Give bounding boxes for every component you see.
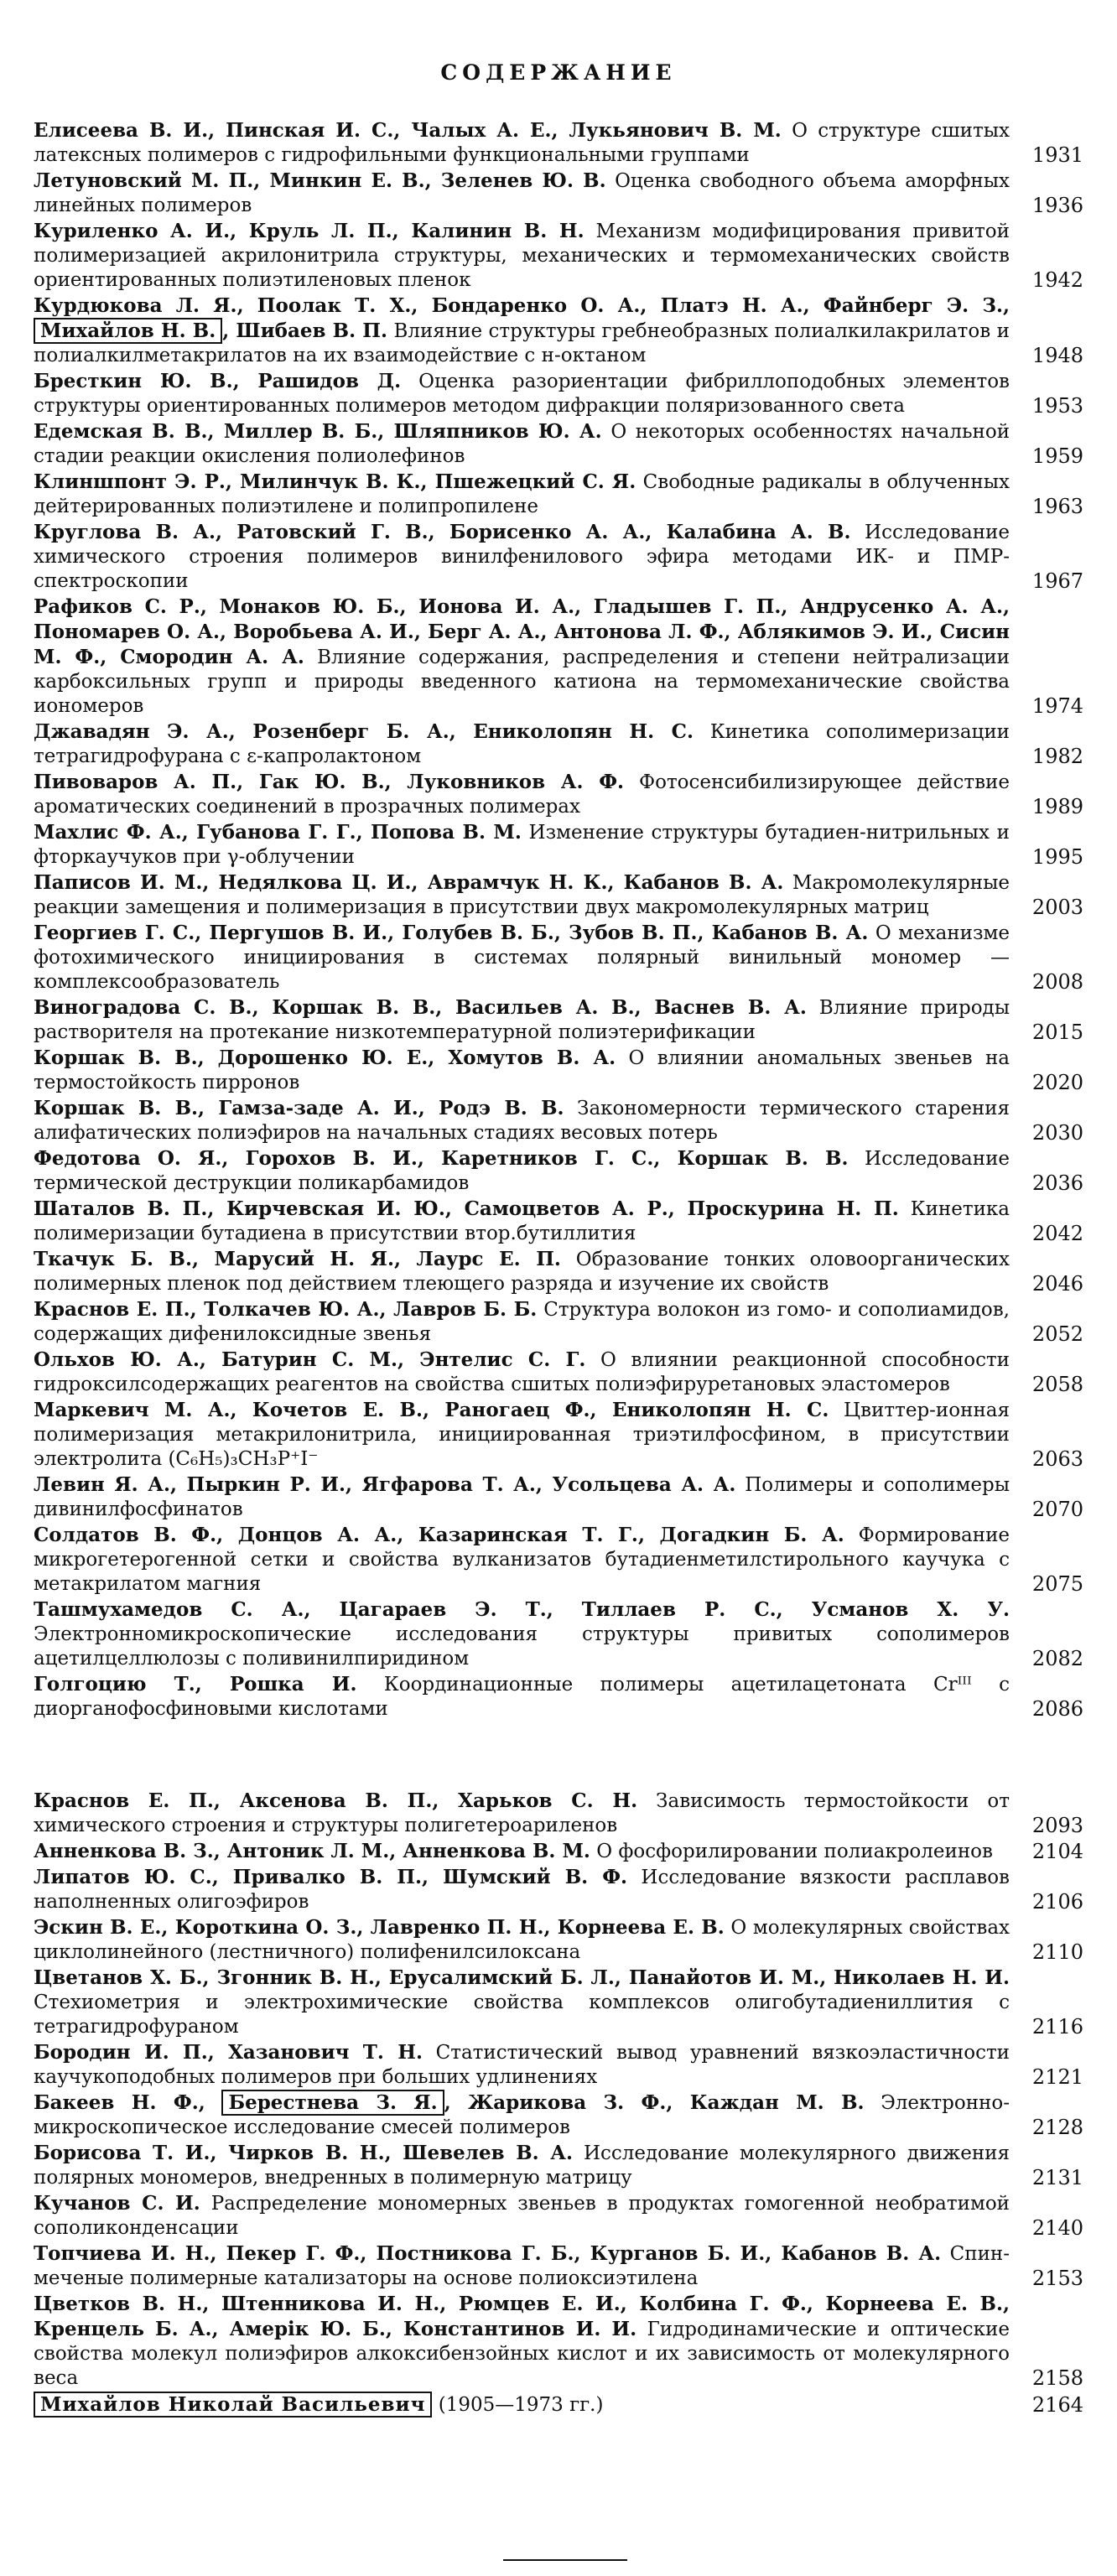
entry-authors: Пивоваров А. П., Гак Ю. В., Луковников А. Ф. [34, 771, 625, 793]
entry-authors: Кучанов С. И. [34, 2192, 200, 2215]
entry-page-number: 1936 [1031, 194, 1083, 217]
entry-title: О структуре сшитых латексных полимеров с гидрофильными функциональными группами [34, 120, 1010, 166]
entry-authors: Федотова О. Я., Горохов В. И., Каретников Г. С., Коршак В. В. [34, 1147, 849, 1170]
entry-authors: Курдюкова Л. Я., Поолак Т. Х., Бондаренко О. А., Платэ Н. А., Файнберг Э. З., [34, 294, 1010, 317]
entry-page-number: 2046 [1031, 1272, 1083, 1296]
entry-title: Зависимость термостойкости от химического строения и структуры полигетероариленов [34, 1790, 1010, 1836]
entry-title: Оценка разориентации фибриллоподобных элементов структуры ориентированных полимеров методом дифракции поляризованного света [34, 371, 1010, 417]
toc-entry [34, 1915, 1083, 1965]
toc-entry [34, 995, 1083, 1045]
entry-authors: Махлис Ф. А., Губанова Г. Г., Попова В. М. [34, 821, 522, 844]
entry-page-number: 2106 [1031, 1890, 1083, 1914]
entry-authors: Краснов Е. П., Аксенова В. П., Харьков С. Н. [34, 1789, 638, 1812]
entry-page-number: 2128 [1031, 2116, 1083, 2139]
entry-authors: Елисеева В. И., Пинская И. С., Чалых А. Е., Лукьянович В. М. [34, 119, 782, 142]
toc-entry [34, 219, 1083, 293]
toc-entry [34, 1398, 1083, 1472]
entry-title: Свободные радикалы в облученных дейтерированных полиэтилене и полипропилене [34, 471, 1010, 517]
obituary-years: (1905—1973 гг.) [438, 2394, 604, 2416]
entry-page-number: 2003 [1031, 896, 1083, 919]
entry-title: Исследование термической деструкции поликарбамидов [34, 1148, 1010, 1194]
entry-authors: Левин Я. А., Пыркин Р. И., Ягфарова Т. А., Усольцева А. А. [34, 1473, 736, 1496]
entry-authors: Круглова В. А., Ратовский Г. В., Борисенко А. А., Калабина А. В. [34, 521, 851, 543]
entry-authors: Краснов Е. П., Толкачев Ю. А., Лавров Б. Б. [34, 1298, 538, 1321]
entry-page-number: 2158 [1031, 2366, 1083, 2390]
toc-entry [34, 719, 1083, 769]
entry-page-number: 2036 [1031, 1171, 1083, 1195]
entry-title: Координационные полимеры ацетилацетоната Crᴵᴵᴵ с диорганофосфиновыми кислотами [34, 1674, 1010, 1720]
entry-page-number: 2110 [1031, 1940, 1083, 1964]
contents-list-secondary [34, 1789, 1083, 2391]
entry-title: Распределение мономерных звеньев в продуктах гомогенной необратимой сополиконденсации [34, 2193, 1010, 2239]
entry-authors: Клиншпонт Э. Р., Милинчук В. К., Пшежецкий С. Я. [34, 470, 636, 493]
entry-authors: Топчиева И. Н., Пекер Г. Ф., Постникова Г. Б., Курганов Б. И., Кабанов В. А. [34, 2242, 942, 2265]
toc-entry [34, 1672, 1083, 1722]
entry-authors: Бакеев Н. Ф., [34, 2091, 205, 2114]
entry-authors: Ольхов Ю. А., Батурин С. М., Энтелис С. Г. [34, 1348, 586, 1371]
entry-page-number: 1942 [1031, 268, 1083, 292]
entry-page-number: 2075 [1031, 1572, 1083, 1596]
toc-entry [34, 820, 1083, 870]
entry-page-number: 1995 [1031, 845, 1083, 869]
toc-entry [34, 1046, 1083, 1095]
entry-title: Влияние природы растворителя на протекание низкотемпературной полиэтерификации [34, 997, 1010, 1043]
footer-rule [503, 2559, 627, 2561]
entry-authors: Солдатов В. Ф., Донцов А. А., Казаринская Т. Г., Догадкин Б. А. [34, 1524, 844, 1546]
entry-title: О влиянии реакционной способности гидроксилсодержащих реагентов на свойства сшитых полиэфируретановых эластомеров [34, 1349, 1010, 1395]
toc-entry [34, 1865, 1083, 1914]
obituary-name: Михайлов Николай Васильевич [34, 2392, 432, 2418]
toc-entry [34, 770, 1083, 819]
entry-title: Электронномикроскопические исследования структуры привитых сополимеров ацетилцеллюлозы с поливинилпиридином [34, 1623, 1010, 1670]
entry-page-number: 1953 [1031, 394, 1083, 418]
entry-page-number: 2052 [1031, 1322, 1083, 1346]
entry-page-number: 2070 [1031, 1498, 1083, 1521]
section-gap [34, 1722, 1083, 1789]
entry-title: Полимеры и сополимеры дивинилфосфинатов [34, 1474, 1010, 1520]
entry-page-number: 1989 [1031, 795, 1083, 818]
entry-authors: Коршак В. В., Дорошенко Ю. Е., Хомутов В. А. [34, 1046, 616, 1069]
entry-title: Влияние содержания, распределения и степени нейтрализации карбоксильных групп и природы введенного катиона на термомеханические свойства иономеров [34, 647, 1010, 717]
entry-page-number: 2020 [1031, 1071, 1083, 1094]
entry-authors: Джавадян Э. А., Розенберг Б. А., Ениколопян Н. С. [34, 720, 694, 743]
toc-entry [34, 169, 1083, 218]
toc-entry [34, 419, 1083, 469]
entry-authors: Георгиев Г. С., Пергушов В. И., Голубев В. Б., Зубов В. П., Кабанов В. А. [34, 922, 869, 944]
entry-authors: Цветков В. Н., Штенникова И. Н., Рюмцев Е. И., Колбина Г. Ф., Корнеева Е. В., Кренцель Б. А., Амерік Ю. Б., Константинов И. И. [34, 2293, 1010, 2340]
entry-authors: Коршак В. В., Гамза-заде А. И., Родэ В. В. [34, 1097, 564, 1119]
entry-page-number: 1959 [1031, 444, 1083, 468]
entry-title: Формирование микрогетерогенной сетки и свойства вулканизатов бутадиенметилстирольного каучука с метакрилатом магния [34, 1524, 1010, 1595]
entry-boxed-author: Михайлов Н. В. [34, 318, 222, 344]
toc-entry [34, 2040, 1083, 2090]
entry-authors: Ткачук Б. В., Марусий Н. Я., Лаурс Е. П. [34, 1248, 561, 1270]
entry-title: Влияние структуры гребнеобразных полиалкилакрилатов и полиалкилметакрилатов на их взаимодействие с н-октаном [34, 320, 1010, 366]
entry-page-number: 2082 [1031, 1647, 1083, 1670]
toc-entry [34, 1523, 1083, 1597]
entry-authors: Паписов И. М., Недялкова Ц. И., Аврамчук Н. К., Кабанов В. А. [34, 871, 784, 894]
entry-authors: Бородин И. П., Хазанович Т. Н. [34, 2041, 423, 2064]
toc-entry [34, 1197, 1083, 1246]
entry-page-number: 2104 [1031, 1840, 1083, 1863]
toc-entry [34, 2191, 1083, 2241]
entry-page-number: 2140 [1031, 2216, 1083, 2240]
entry-authors: Шаталов В. П., Кирчевская И. Ю., Самоцветов А. Р., Проскурина Н. П. [34, 1197, 899, 1220]
entry-title: Структура волокон из гомо- и сополиамидов, содержащих дифенилоксидные звенья [34, 1299, 1010, 1345]
toc-entry [34, 470, 1083, 519]
entry-title: Гидродинамические и оптические свойства молекул полиэфиров алкоксибензойных кислот и их зависимость от молекулярного веса [34, 2319, 1010, 2389]
entry-page-number: 1974 [1031, 694, 1083, 718]
toc-entry [34, 2241, 1083, 2291]
entry-authors: Маркевич М. А., Кочетов Е. В., Раногаец Ф., Ениколопян Н. С. [34, 1399, 829, 1421]
entry-page-number: 2058 [1031, 1373, 1083, 1396]
entry-title: Кинетика сополимеризации тетрагидрофурана с ε-капролактоном [34, 721, 1010, 767]
entry-title: Электронно-микроскопическое исследование смесей полимеров [34, 2092, 1010, 2138]
entry-page-number: 1931 [1031, 143, 1083, 167]
entry-title: Механизм модифицирования привитой полимеризацией акрилонитрила структуры, механических и термомеханических свойств ориентированных полиэтиленовых пленок [34, 221, 1010, 291]
entry-page-number: 1963 [1031, 495, 1083, 518]
toc-entry [34, 369, 1083, 418]
toc-entry [34, 118, 1083, 168]
toc-entry [34, 1247, 1083, 1296]
entry-title: Образование тонких оловоорганических полимерных пленок под действием тлеющего разряда и изучение их свойств [34, 1249, 1010, 1295]
entry-title: О механизме фотохимического инициирования в системах полярный винильный мономер — комплексообразователь [34, 922, 1010, 993]
entry-authors: Борисова Т. И., Чирков В. Н., Шевелев В. А. [34, 2142, 574, 2164]
entry-authors: Куриленко А. И., Круль Л. П., Калинин В. Н. [34, 220, 584, 242]
entry-page-number: 1982 [1031, 745, 1083, 768]
contents-list-main [34, 118, 1083, 1722]
entry-authors-continued: , Шибаев В. П. [222, 319, 387, 342]
entry-authors: Бресткин Ю. В., Рашидов Д. [34, 370, 402, 392]
entry-title: Изменение структуры бутадиен-нитрильных и фторкаучуков при γ-облучении [34, 822, 1010, 868]
entry-authors: Липатов Ю. С., Привалко В. П., Шумский В. Ф. [34, 1866, 628, 1888]
entry-page-number: 2030 [1031, 1121, 1083, 1145]
entry-authors: Летуновский М. П., Минкин Е. В., Зеленев Ю. В. [34, 169, 606, 192]
toc-entry [34, 293, 1083, 368]
toc-entry [34, 2292, 1083, 2391]
toc-entry [34, 1839, 1083, 1864]
toc-entry [34, 921, 1083, 995]
toc-entry [34, 1966, 1083, 2039]
entry-page-number: 2153 [1031, 2267, 1083, 2290]
entry-title: О фосфорилировании полиакролеинов [596, 1841, 993, 1862]
entry-title: Исследование молекулярного движения полярных мономеров, внедренных в полимерную матрицу [34, 2142, 1010, 2189]
entry-title: Статистический вывод уравнений вязкоэластичности каучукоподобных полимеров при больших удлинениях [34, 2042, 1010, 2088]
toc-entry [34, 1597, 1083, 1671]
obituary-entry [34, 2392, 1083, 2418]
entry-authors: Цветанов Х. Б., Згонник В. Н., Ерусалимский Б. Л., Панайотов И. М., Николаев Н. И. [34, 1966, 1010, 1989]
toc-entry [34, 2141, 1083, 2190]
entry-page-number: 2131 [1031, 2166, 1083, 2189]
toc-entry [34, 1789, 1083, 1838]
entry-authors: Ташмухамедов С. А., Цагараев Э. Т., Тиллаев Р. С., Усманов Х. У. [34, 1598, 1010, 1621]
entry-title: Фотосенсибилизирующее действие ароматических соединений в прозрачных полимерах [34, 771, 1010, 818]
entry-authors: Анненкова В. З., Антоник Л. М., Анненкова В. М. [34, 1840, 590, 1862]
toc-entry [34, 2090, 1083, 2140]
entry-title: Кинетика полимеризации бутадиена в присутствии втор.бутиллития [34, 1198, 1010, 1244]
entry-authors: Едемская В. В., Миллер В. Б., Шляпников Ю. А. [34, 420, 602, 443]
entry-title: Закономерности термического старения алифатических полиэфиров на начальных стадиях весовых потерь [34, 1098, 1010, 1144]
toc-entry [34, 870, 1083, 920]
entry-page-number: 2086 [1031, 1697, 1083, 1721]
entry-page-number: 2042 [1031, 1222, 1083, 1245]
entry-title: Исследование химического строения полимеров винилфенилового эфира методами ИК- и ПМР-спектроскопии [34, 522, 1010, 592]
toc-entry [34, 1146, 1083, 1196]
toc-entry [34, 1348, 1083, 1397]
entry-authors: Голгоцию Т., Рошка И. [34, 1673, 357, 1696]
entry-page-number: 2063 [1031, 1447, 1083, 1471]
entry-boxed-author: Берестнева З. Я. [221, 2090, 444, 2116]
entry-page-number: 2121 [1031, 2065, 1083, 2089]
entry-page-number: 1967 [1031, 569, 1083, 593]
toc-entry [34, 520, 1083, 594]
entry-title: Исследование вязкости расплавов наполненных олигоэфиров [34, 1867, 1010, 1913]
toc-entry [34, 1472, 1083, 1522]
entry-authors-continued: , Жарикова З. Ф., Каждан М. В. [444, 2091, 865, 2114]
entry-authors: Рафиков С. Р., Монаков Ю. Б., Ионова И. А., Гладышев Г. П., Андрусенко А. А., Пономарев О. А., Воробьева А. И., Берг А. А., Антонова Л. Ф., Аблякимов Э. И., Сисин М. Ф., Смородин А. А. [34, 595, 1010, 668]
entry-authors: Эскин В. Е., Короткина О. З., Лавренко П. Н., Корнеева Е. В. [34, 1916, 725, 1939]
entry-title: Стехиометрия и электрохимические свойства комплексов олигобутадиениллития с тетрагидрофураном [34, 1992, 1010, 2038]
entry-title: Макромолекулярные реакции замещения и полимеризация в присутствии двух макромолекулярных матриц [34, 872, 1010, 918]
contents-page [34, 0, 1083, 2418]
entry-title: О молекулярных свойствах циклолинейного (лестничного) полифенилсилоксана [34, 1917, 1010, 1963]
entry-title: О некоторых особенностях начальной стадии реакции окисления полиолефинов [34, 421, 1010, 467]
entry-page-number: 2015 [1031, 1021, 1083, 1044]
entry-page-number: 2093 [1031, 1814, 1083, 1837]
entry-title: Оценка свободного объема аморфных линейных полимеров [34, 170, 1010, 216]
toc-entry [34, 1297, 1083, 1347]
toc-entry [34, 1096, 1083, 1145]
entry-authors: Виноградова С. В., Коршак В. В., Васильев А. В., Васнев В. А. [34, 996, 807, 1019]
entry-page-number: 1948 [1031, 344, 1083, 367]
entry-title: Спин-меченые полимерные катализаторы на основе полиоксиэтилена [34, 2243, 1010, 2289]
entry-page-number: 2116 [1031, 2015, 1083, 2038]
entry-title: О влиянии аномальных звеньев на термостойкость пирронов [34, 1047, 1010, 1093]
page-title: СОДЕРЖАНИЕ [440, 60, 677, 85]
obituary-page: 2164 [1031, 2393, 1083, 2417]
toc-entry [34, 595, 1083, 719]
entry-title: Цвиттер-ионная полимеризация метакрилонитрила, инициированная триэтилфосфином, в присутствии электролита (C₆H₅)₃CH₃P⁺I⁻ [34, 1400, 1010, 1470]
entry-page-number: 2008 [1031, 970, 1083, 994]
